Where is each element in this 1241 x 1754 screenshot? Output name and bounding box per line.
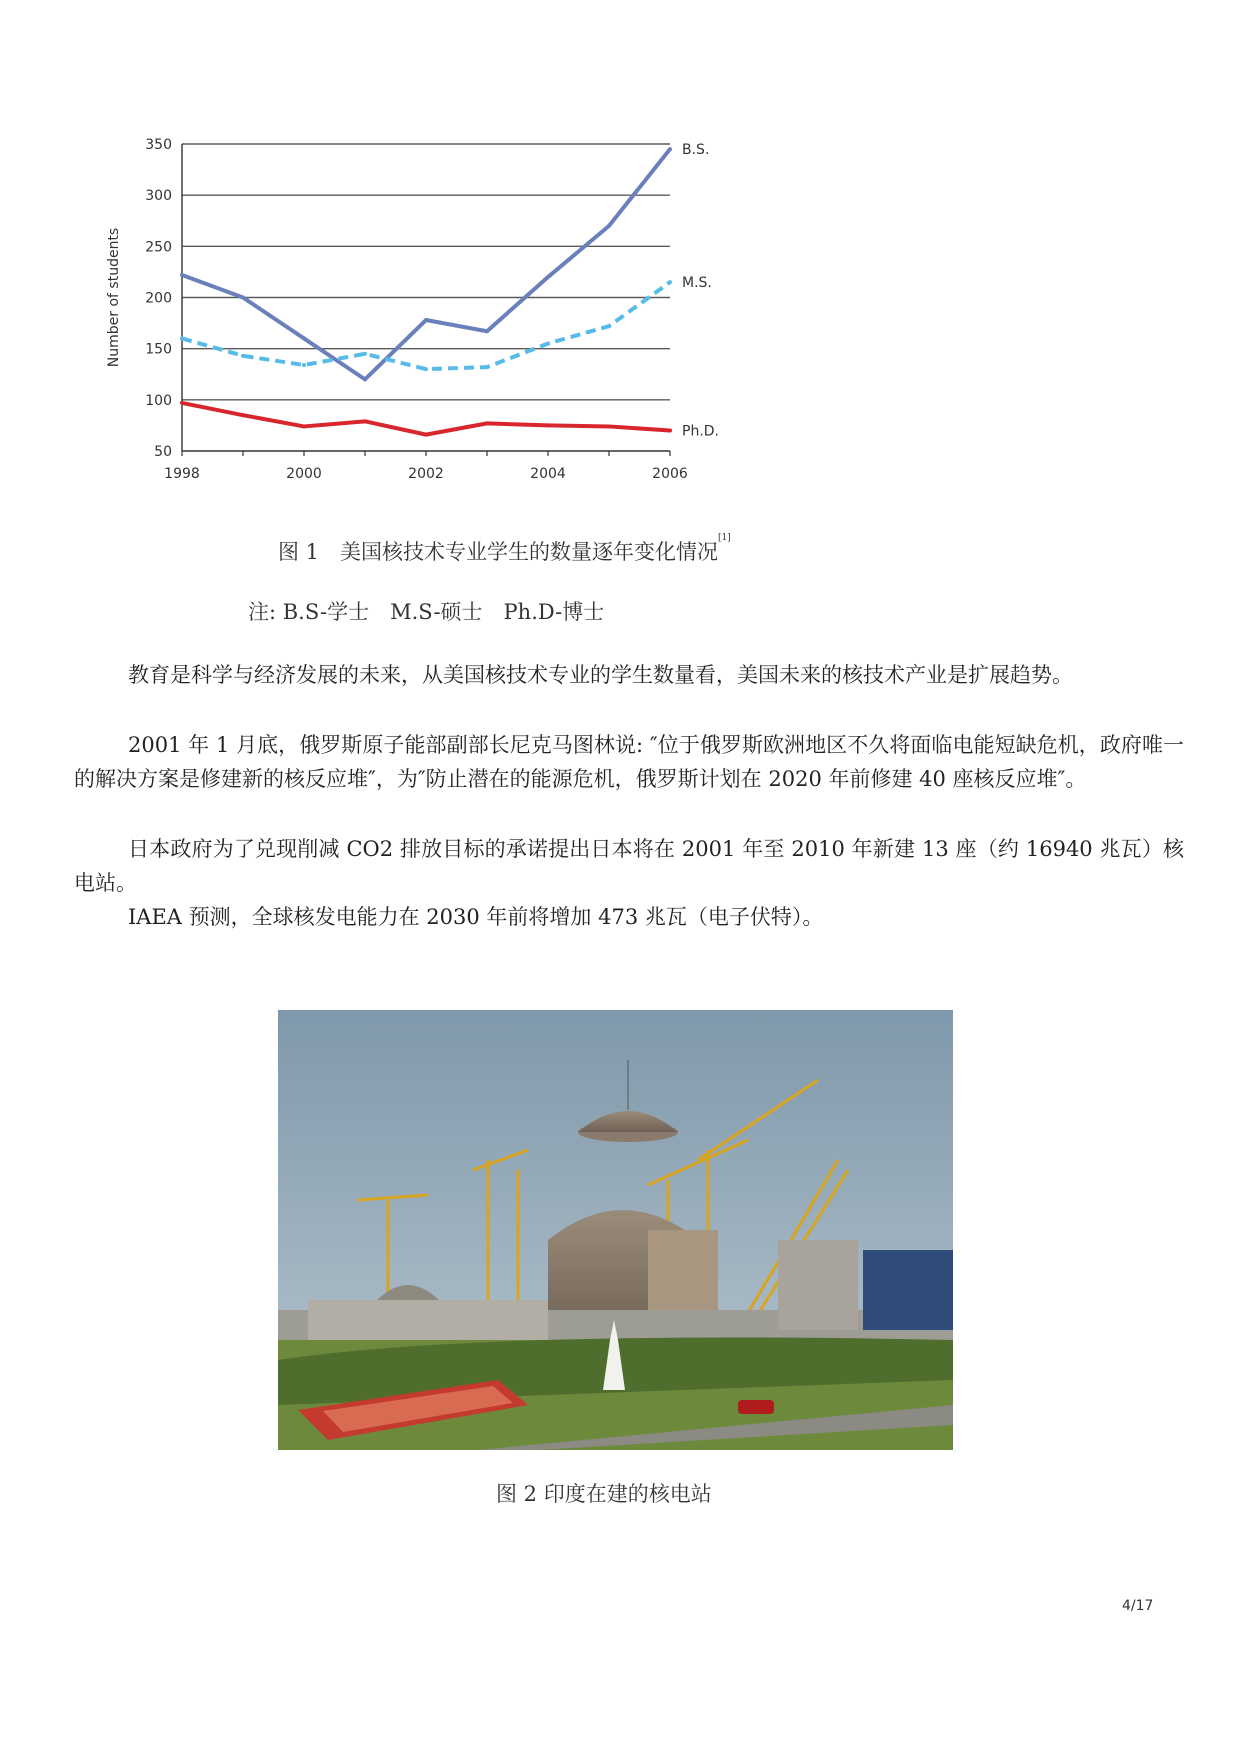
x-tick-label: 1998 <box>164 466 200 482</box>
data-point <box>546 423 550 427</box>
data-point <box>241 354 245 358</box>
data-point <box>668 147 672 151</box>
data-point <box>485 329 489 333</box>
data-point <box>363 377 367 381</box>
x-tick-label: 2000 <box>286 466 322 482</box>
data-point <box>424 433 428 437</box>
data-point <box>607 224 611 228</box>
data-point <box>668 429 672 433</box>
figure-1-caption <box>278 533 731 566</box>
data-point <box>485 365 489 369</box>
y-tick-label: 150 <box>145 341 172 358</box>
data-point <box>485 421 489 425</box>
figure-1-caption-text: 图 1 美国核技术专业学生的数量逐年变化情况 <box>278 540 719 564</box>
data-point <box>607 324 611 328</box>
data-point <box>363 352 367 356</box>
x-tick-label: 2002 <box>408 466 444 482</box>
data-point <box>424 318 428 322</box>
data-point <box>241 296 245 300</box>
data-point <box>363 419 367 423</box>
chart-svg <box>100 120 740 500</box>
data-point <box>607 424 611 428</box>
y-tick-label: 200 <box>145 290 172 307</box>
series-line <box>182 403 670 435</box>
figure-1-reference: [1] <box>718 533 731 543</box>
nuclear-plant-illustration <box>278 1010 953 1450</box>
y-tick-label: 100 <box>145 392 172 409</box>
paragraph-iaea: IAEA 预测，全球核发电能力在 2030 年前将增加 473 兆瓦（电子伏特）。 <box>128 905 824 929</box>
y-tick-label: 250 <box>145 239 172 256</box>
data-point <box>302 424 306 428</box>
y-tick-label: 300 <box>145 188 172 205</box>
y-tick-label: 50 <box>154 444 172 460</box>
nuclear-plant-photo <box>278 1010 953 1450</box>
students-line-chart <box>100 120 740 500</box>
y-tick-label: 350 <box>145 137 172 153</box>
data-point <box>180 273 184 277</box>
data-point <box>546 275 550 279</box>
series-label: M.S. <box>682 275 712 292</box>
x-tick-label: 2004 <box>530 466 566 482</box>
paragraph-russia: 2001 年 1 月底，俄罗斯原子能部副部长尼克马图林说: ″位于俄罗斯欧洲地区不久将面临电能短缺危机，政府唯一的解决方案是修建新的核反应堆″，为″防止潜在的能源危机，俄罗斯计划在 2020 年前修建 40 座核反应堆″。 <box>74 733 1184 791</box>
y-axis-label: Number of students <box>106 227 122 368</box>
data-point <box>180 401 184 405</box>
series-line <box>182 282 670 369</box>
data-point <box>668 280 672 284</box>
data-point <box>180 336 184 340</box>
data-point <box>424 367 428 371</box>
data-point <box>546 342 550 346</box>
data-point <box>241 413 245 417</box>
series-label: Ph.D. <box>682 423 719 440</box>
figure-1-note: 注: B.S-学士 M.S-硕士 Ph.D-博士 <box>248 600 605 624</box>
page-number: 4/17 <box>1122 1598 1154 1614</box>
figure-2-caption: 图 2 印度在建的核电站 <box>496 1482 712 1506</box>
paragraph-japan: 日本政府为了兑现削减 CO2 排放目标的承诺提出日本将在 2001 年至 2010 年新建 13 座（约 16940 兆瓦）核电站。 <box>74 837 1184 895</box>
paragraph-education: 教育是科学与经济发展的未来，从美国核技术专业的学生数量看，美国未来的核技术产业是扩展趋势。 <box>128 663 1073 687</box>
x-tick-label: 2006 <box>652 466 688 482</box>
data-point <box>302 363 306 367</box>
series-label: B.S. <box>682 142 710 159</box>
data-point <box>302 336 306 340</box>
series-line <box>182 149 670 379</box>
